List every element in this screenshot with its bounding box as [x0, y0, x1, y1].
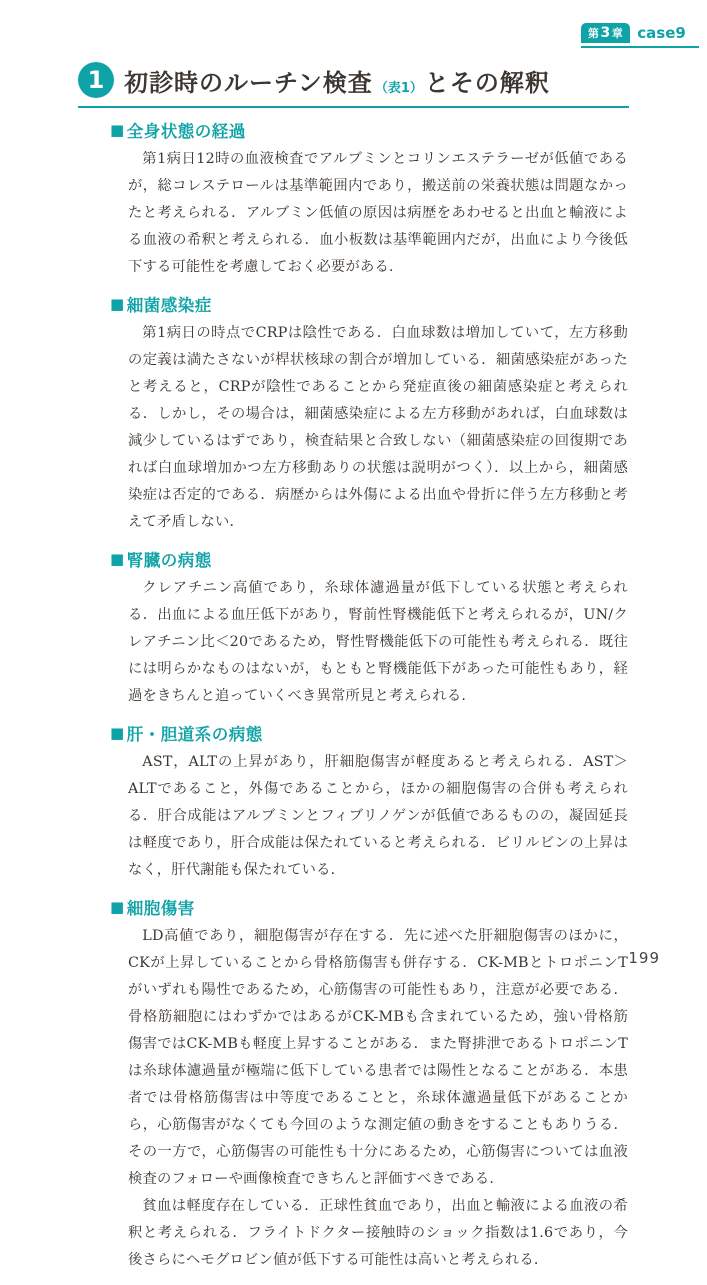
content-section: [110, 547, 630, 710]
content-section: [110, 895, 630, 1274]
main-content: [110, 118, 630, 1285]
chapter-badge-number: 3: [600, 25, 611, 41]
section-heading: [110, 895, 630, 919]
section-body: [128, 923, 628, 1274]
content-section: [110, 292, 630, 536]
section-body: [128, 320, 628, 536]
chapter-badge: [581, 23, 630, 43]
section-heading: [110, 292, 630, 316]
section-heading-text: 細胞傷害: [126, 899, 195, 918]
title-block: [78, 62, 629, 108]
page-title-suffix: とその解釈: [424, 68, 550, 97]
section-heading: [110, 118, 630, 142]
chapter-tab-area: [581, 23, 707, 48]
section-heading: [110, 721, 630, 745]
square-bullet-icon: ■: [110, 121, 125, 139]
content-section: [110, 721, 630, 884]
body-paragraph: 第1病日12時の血液検査でアルブミンとコリンエステラーゼが低値であるが，総コレステロールは基準範囲内であり，搬送前の栄養状態は問題なかったと考えられる．アルブミン低値の原因は病歴をあわせると出血と輸液による血液の希釈と考えられる．血小板数は基準範囲内だが，出血により今後低下する可能性を考慮しておく必要がある．: [128, 151, 628, 275]
content-section: [110, 118, 630, 281]
section-heading: [110, 547, 630, 571]
square-bullet-icon: ■: [110, 724, 125, 742]
chapter-badge-suffix: 章: [611, 27, 624, 40]
section-body: [128, 575, 628, 710]
section-body: [128, 749, 628, 884]
chapter-badge-prefix: 第: [588, 27, 600, 40]
case-label: case9: [637, 24, 686, 42]
section-heading-text: 細菌感染症: [126, 296, 212, 315]
body-paragraph: LD高値であり，細胞傷害が存在する．先に述べた肝細胞傷害のほかに，CKが上昇していることから骨格筋傷害も併存する．CK-MBとトロポニンTがいずれも陽性であるため，心筋傷害の可能性もあり，注意が必要である．骨格筋細胞にはわずかではあるがCK-MBも含まれているため，強い骨格筋傷害ではCK-MBも軽度上昇することがある．また腎排泄であるトロポニンTは糸球体濾過量が極端に低下している患者では陽性となることがある．本患者では骨格筋傷害は中等度であることと，糸球体濾過量低下があることから，心筋傷害がなくても今回のような測定値の動きをすることもありうる．その一方で，心筋傷害の可能性も十分にあるため，心筋傷害については血液検査のフォローや画像検査できちんと評価すべきである．: [128, 928, 628, 1187]
body-paragraph: クレアチニン高値であり，糸球体濾過量が低下している状態と考えられる．出血による血圧低下があり，腎前性腎機能低下と考えられるが，UN/クレアチニン比＜20であるため，腎性腎機能低下の可能性も考えられる．既往には明らかなものはないが，もともと腎機能低下があった可能性もあり，経過をきちんと追っていくべき異常所見と考えられる．: [128, 580, 628, 704]
section-body: [128, 146, 628, 281]
section-heading-text: 腎臓の病態: [126, 551, 212, 570]
body-paragraph: 第1病日の時点でCRPは陰性である．白血球数は増加していて，左方移動の定義は満たさないが桿状核球の割合が増加している．細菌感染症があったと考えると，CRPが陰性であることから発症直後の細菌感染症と考えられる．しかし，その場合は，細菌感染症による左方移動があれば，白血球数は減少しているはずであり，検査結果と合致しない（細菌感染症の回復期であれば白血球増加かつ左方移動ありの状態は説明がつく）．以上から，細菌感染症は否定的である．病歴からは外傷による出血や骨折に伴う左方移動と考えて矛盾しない．: [128, 325, 628, 530]
section-heading-text: 全身状態の経過: [126, 122, 246, 141]
page-number: 199: [628, 949, 660, 967]
table-reference: （表1）: [374, 80, 423, 96]
section-heading-text: 肝・胆道系の病態: [126, 725, 263, 744]
body-paragraph: AST，ALTの上昇があり，肝細胞傷害が軽度あると考えられる．AST＞ALTであること，外傷であることから，ほかの細胞傷害の合併も考えられる．肝合成能はアルブミンとフィブリノゲンが低値であるものの，凝固延長は軽度であり，肝合成能は保たれていると考えられる．ビリルビンの上昇はなく，肝代謝能も保たれている．: [128, 754, 628, 878]
body-paragraph: 貧血は軽度存在している．正球性貧血であり，出血と輸液による血液の希釈と考えられる．フライトドクター接触時のショック指数は1.6であり，今後さらにヘモグロビン値が低下する可能性は高いと考えられる．: [128, 1198, 628, 1268]
square-bullet-icon: ■: [110, 295, 125, 313]
page-title-main: 初診時のルーチン検査: [124, 68, 373, 97]
title-number-circle: 1: [78, 62, 114, 98]
page-title: [124, 63, 550, 98]
square-bullet-icon: ■: [110, 898, 125, 916]
square-bullet-icon: ■: [110, 550, 125, 568]
